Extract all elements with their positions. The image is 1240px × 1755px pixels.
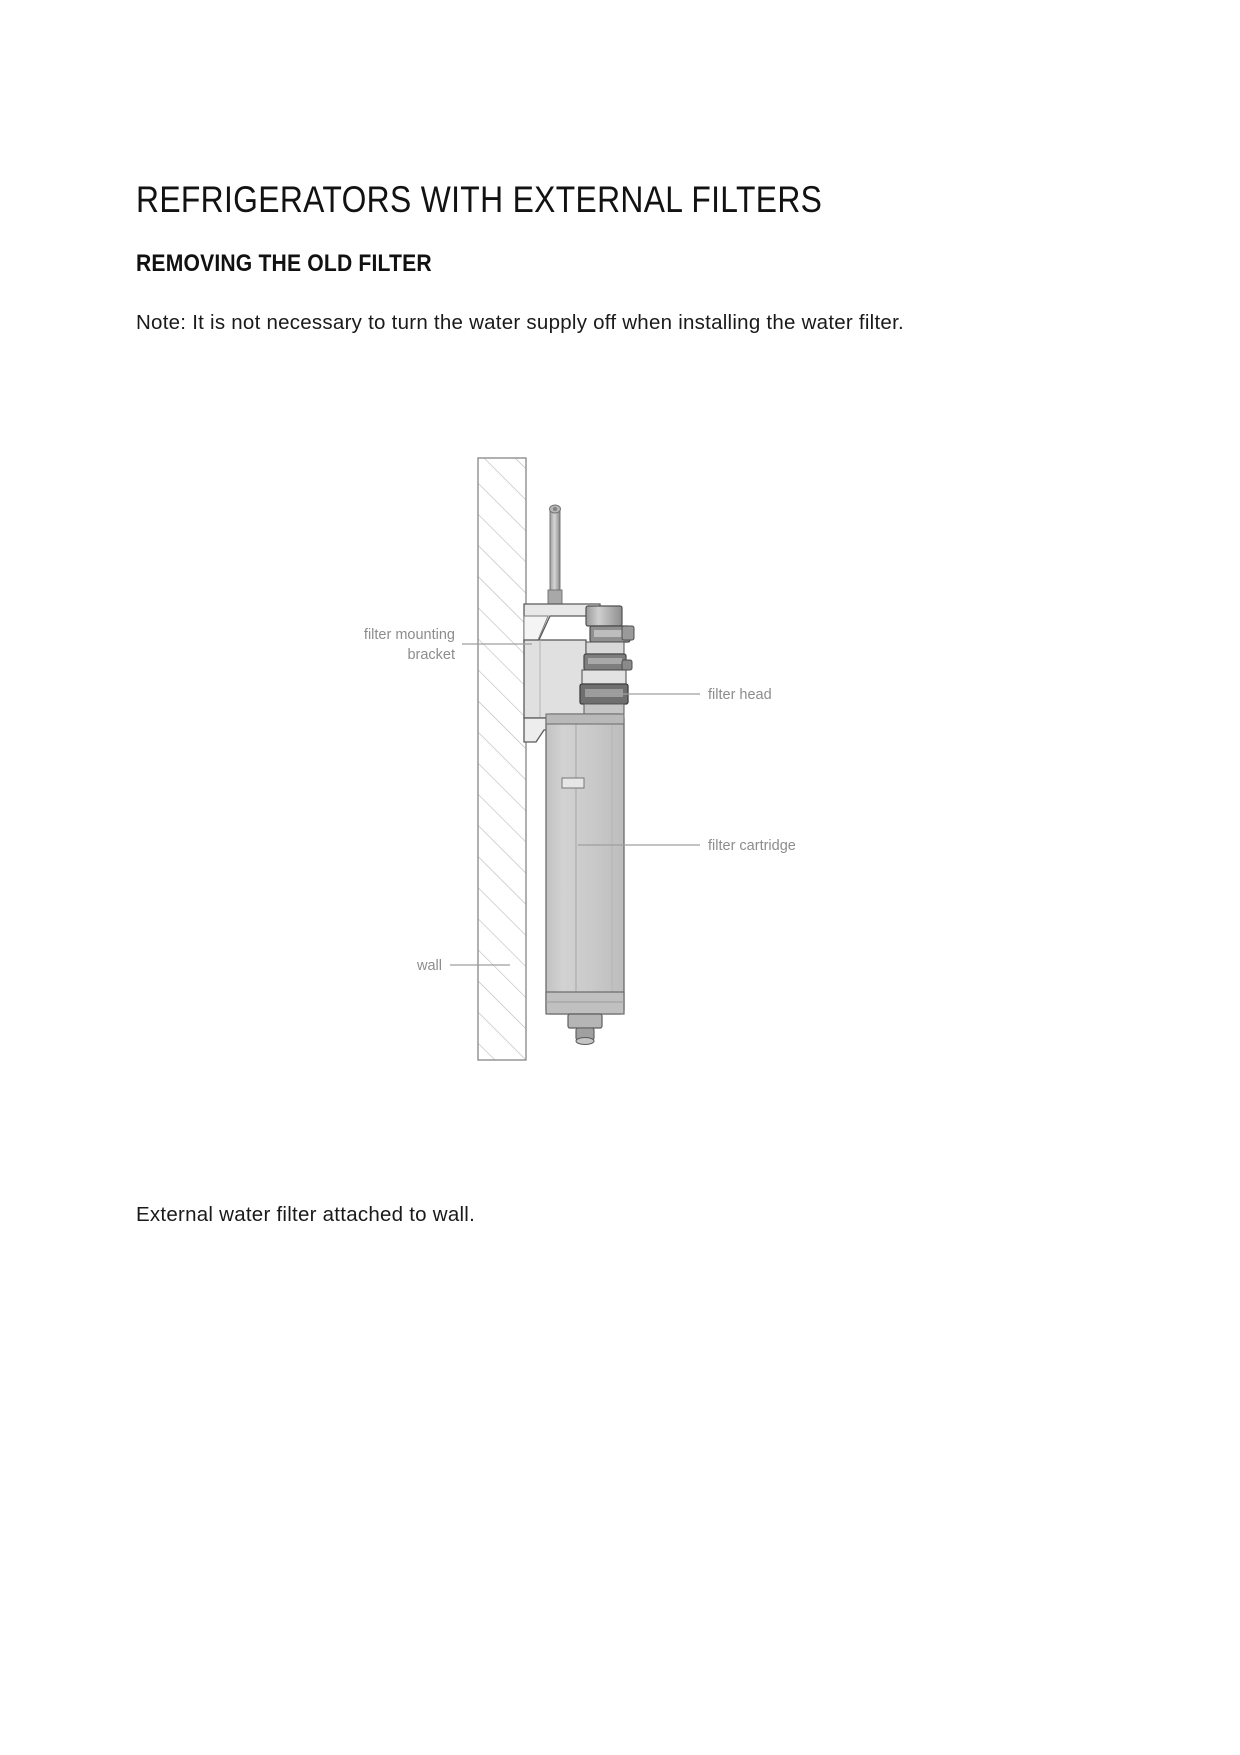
- filter-head-part: [580, 606, 634, 714]
- callout-label-bracket-line1: filter mounting: [363, 627, 455, 643]
- filter-cartridge-part: [546, 714, 624, 1045]
- note-paragraph: Note: It is not necessary to turn the water supply off when installing the water filter.: [136, 310, 904, 334]
- callout-label-filter-cartridge: filter cartridge: [708, 838, 796, 854]
- filter-diagram-figure: [300, 430, 920, 1110]
- section-heading: REMOVING THE OLD FILTER: [136, 249, 432, 277]
- callout-label-filter-head: filter head: [708, 687, 772, 703]
- page-title: REFRIGERATORS WITH EXTERNAL FILTERS: [136, 178, 823, 220]
- inlet-stem: [548, 505, 562, 608]
- callout-label-wall: wall: [417, 958, 442, 974]
- callout-label-bracket-line2: bracket: [407, 647, 455, 663]
- wall-section: [478, 458, 526, 1060]
- figure-caption: External water filter attached to wall.: [136, 1202, 476, 1226]
